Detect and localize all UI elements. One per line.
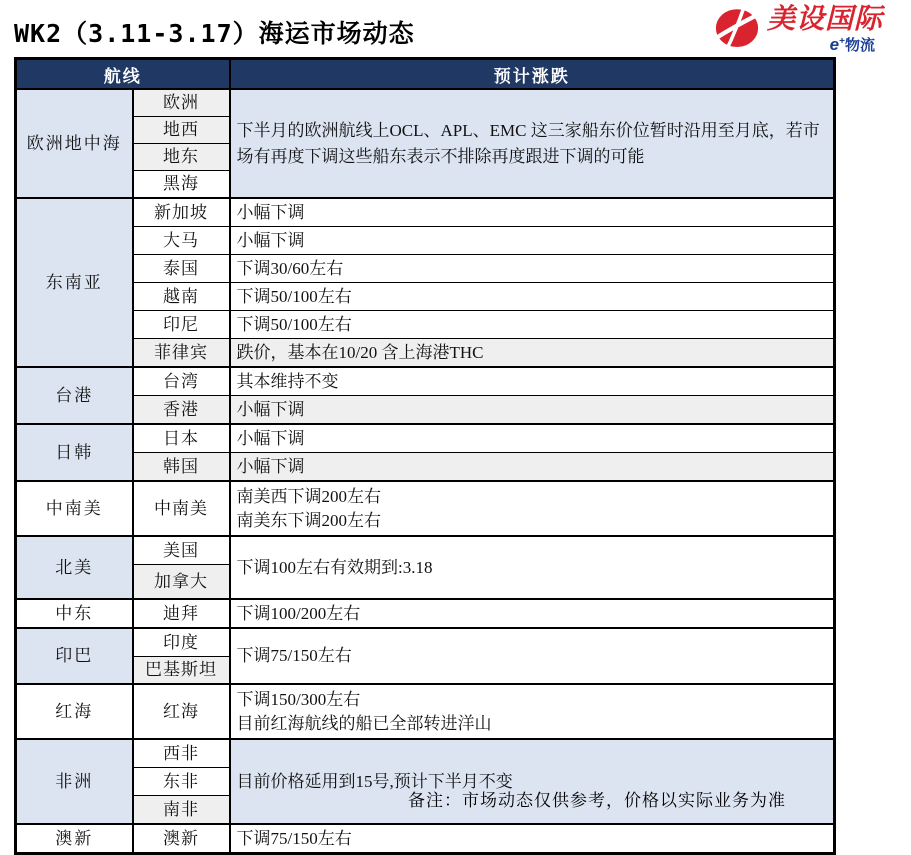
- table-row: [16, 739, 835, 768]
- route-sub-cell: 印尼: [133, 311, 230, 339]
- route-sub-cell: 中南美: [133, 481, 230, 536]
- route-sub-cell: 加拿大: [133, 565, 230, 600]
- route-sub-cell: 菲律宾: [133, 339, 230, 368]
- forecast-line: 目前红海航线的船已全部转进洋山: [236, 713, 492, 733]
- route-group-australia-nz: 澳新: [16, 824, 133, 854]
- table-row: [16, 599, 835, 628]
- forecast-cell: 下调100/200左右: [230, 599, 835, 628]
- route-sub-cell: 美国: [133, 536, 230, 565]
- forecast-line: 南美东下调200左右: [236, 510, 381, 530]
- route-group-europe-med: 欧洲地中海: [16, 89, 133, 198]
- page-title: WK2（3.11-3.17）海运市场动态: [14, 19, 415, 48]
- table-row: [16, 396, 835, 425]
- route-group-south-america: 中南美: [16, 481, 133, 536]
- forecast-cell: 小幅下调: [230, 453, 835, 482]
- table-row: [16, 628, 835, 657]
- table-row: [16, 367, 835, 396]
- route-sub-cell: 越南: [133, 283, 230, 311]
- forecast-line: 下调150/300左右: [236, 689, 361, 709]
- logo-tagline: [830, 34, 875, 54]
- shipping-market-table: [14, 57, 836, 855]
- table-row: [16, 311, 835, 339]
- forecast-cell: 其本维持不变: [230, 367, 835, 396]
- route-sub-cell: 印度: [133, 628, 230, 657]
- table-row: [16, 198, 835, 227]
- header-forecast: 预计涨跌: [230, 59, 835, 90]
- table-row: [16, 684, 835, 739]
- logo-tagline-e: e: [829, 35, 840, 54]
- table-row: [16, 89, 835, 117]
- forecast-cell: 下调30/60左右: [230, 255, 835, 283]
- route-sub-cell: 澳新: [133, 824, 230, 854]
- route-sub-cell: 地西: [133, 117, 230, 144]
- forecast-cell: 小幅下调: [230, 424, 835, 453]
- logo-globe-icon: [713, 7, 761, 51]
- logo-tagline-rest: 物流: [844, 37, 875, 54]
- table-row: [16, 255, 835, 283]
- forecast-cell: 下调75/150左右: [230, 824, 835, 854]
- logo-company-name: 美设国际: [766, 3, 883, 34]
- forecast-cell: 目前价格延用到15号,预计下半月不变: [230, 739, 835, 824]
- route-group-africa: 非洲: [16, 739, 133, 824]
- route-sub-cell: 迪拜: [133, 599, 230, 628]
- forecast-cell: 小幅下调: [230, 227, 835, 255]
- table-row: [16, 453, 835, 482]
- route-sub-cell: 新加坡: [133, 198, 230, 227]
- route-sub-cell: 大马: [133, 227, 230, 255]
- forecast-cell: 小幅下调: [230, 198, 835, 227]
- company-logo: [713, 4, 883, 54]
- route-sub-cell: 地东: [133, 144, 230, 171]
- forecast-cell: 下调100左右有效期到:3.18: [230, 536, 835, 599]
- forecast-cell: 下调75/150左右: [230, 628, 835, 684]
- route-sub-cell: 台湾: [133, 367, 230, 396]
- route-sub-cell: 西非: [133, 739, 230, 768]
- table-row: [16, 536, 835, 565]
- route-sub-cell: 欧洲: [133, 89, 230, 117]
- route-sub-cell: 东非: [133, 768, 230, 796]
- route-group-red-sea: 红海: [16, 684, 133, 739]
- route-sub-cell: 红海: [133, 684, 230, 739]
- route-group-north-america: 北美: [16, 536, 133, 599]
- table-row: [16, 227, 835, 255]
- header-route: 航线: [16, 59, 230, 90]
- forecast-line: 南美西下调200左右: [236, 486, 381, 506]
- route-sub-cell: 香港: [133, 396, 230, 425]
- route-sub-cell: 南非: [133, 796, 230, 825]
- table-row: [16, 481, 835, 536]
- table-row: [16, 339, 835, 368]
- route-sub-cell: 韩国: [133, 453, 230, 482]
- route-group-india-pakistan: 印巴: [16, 628, 133, 684]
- forecast-cell: 小幅下调: [230, 396, 835, 425]
- forecast-cell: 跌价，基本在10/20 含上海港THC: [230, 339, 835, 368]
- route-group-middle-east: 中东: [16, 599, 133, 628]
- route-sub-cell: 日本: [133, 424, 230, 453]
- route-sub-cell: 巴基斯坦: [133, 657, 230, 685]
- table-row: [16, 424, 835, 453]
- table-header-row: [16, 59, 835, 90]
- footer-note: 备注：市场动态仅供参考，价格以实际业务为准: [408, 791, 786, 810]
- forecast-cell: 下调50/100左右: [230, 311, 835, 339]
- forecast-cell: 下调50/100左右: [230, 283, 835, 311]
- route-sub-cell: 黑海: [133, 171, 230, 199]
- route-group-taiwan-hk: 台港: [16, 367, 133, 424]
- forecast-cell: 下半月的欧洲航线上OCL、APL、EMC 这三家船东价位暂时沿用至月底，若市场有再度下调这些船东表示不排除再度跟进下调的可能: [230, 89, 835, 198]
- route-group-japan-korea: 日韩: [16, 424, 133, 481]
- logo-tagline-plus: +: [839, 36, 845, 47]
- table-row: [16, 283, 835, 311]
- table-row: [16, 824, 835, 854]
- route-sub-cell: 泰国: [133, 255, 230, 283]
- route-group-southeast-asia: 东南亚: [16, 198, 133, 367]
